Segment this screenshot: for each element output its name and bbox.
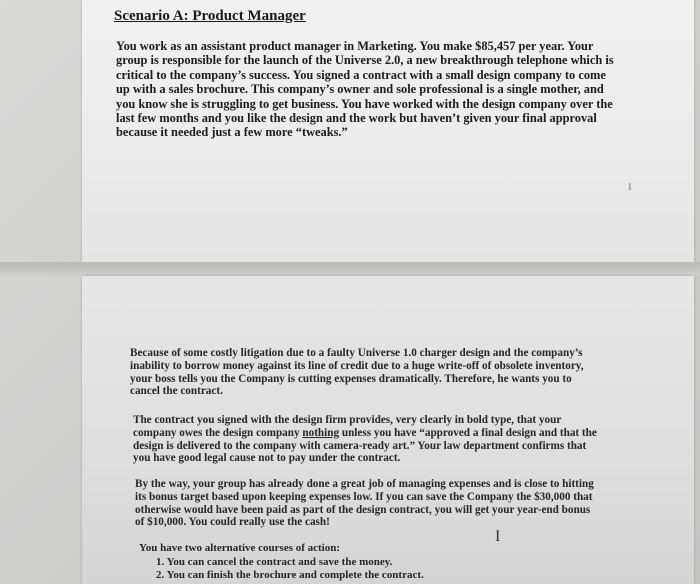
contract-text-start: The contract you signed with the design firm provides, very clearly in bold type, that your company owes the design company — [133, 414, 562, 439]
page-marker: 1 — [627, 181, 633, 193]
paragraph-contract — [133, 414, 603, 465]
contract-text-end: unless you have “approved a final design and that the design is delivered to the company with camera-ready art.” Your law department confirms that you have good legal cause not to pay under the contract. — [133, 426, 597, 465]
paragraph-intro: You work as an assistant product manager in Marketing. You make $85,457 per year. Your group is responsible for the launch of the Universe 2.0, a new breakthrough telephone which is critical to the company’s success. You signed a contract with a small design company to come up with a sales brochure. This company’s owner and sole professional is a single mother, and you know she is struggling to get business. You have worked with the design company over the last few months and you like the design and the work but haven’t given your final approval because it needed just a few more “tweaks.” — [116, 39, 614, 140]
text-cursor-icon: I — [495, 528, 501, 545]
paragraph-bonus: By the way, your group has already done a great job of managing expenses and is close to hitting its bonus target based upon keeping expenses low. If you can save the Company the $30,000 that otherwise would have been paid as part of the design contract, you will get your year-end bonus of $10,000. You could really use the cash! — [135, 478, 594, 529]
page-gap — [0, 262, 700, 276]
scenario-title: Scenario A: Product Manager — [114, 8, 306, 24]
option-item-2: 2. You can finish the brochure and complete the contract. — [156, 569, 424, 581]
paragraph-litigation: Because of some costly litigation due to a faulty Universe 1.0 charger design and the company’s inability to borrow money against its line of credit due to a huge write-off of obsolete inventory, your boss tells you the Company is cutting expenses dramatically. Therefore, he wants you to cancel the contract. — [130, 347, 584, 398]
options-intro: You have two alternative courses of action: — [139, 542, 341, 554]
option-item-1: 1. You can cancel the contract and save the money. — [156, 556, 393, 568]
contract-text-underlined: nothing — [302, 426, 340, 439]
